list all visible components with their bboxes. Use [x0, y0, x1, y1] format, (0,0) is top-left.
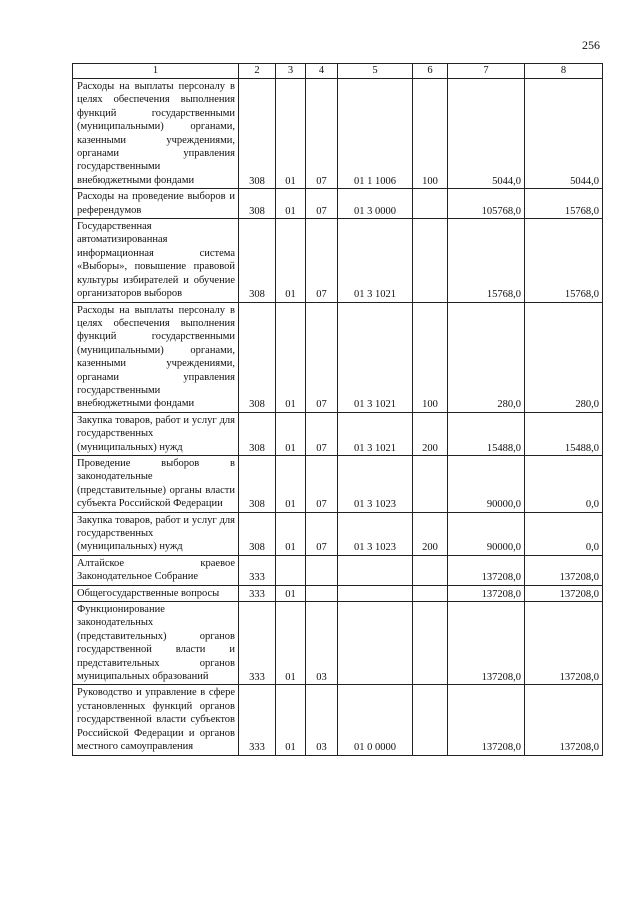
target-article-cell: 01 3 1021	[338, 219, 413, 302]
column-header: 7	[448, 64, 525, 79]
amount-col8-cell: 15488,0	[525, 412, 603, 455]
table-row	[73, 219, 603, 302]
amount-col8-cell: 0,0	[525, 512, 603, 555]
expense-type-cell: 100	[413, 79, 448, 189]
section-code-cell: 01	[276, 79, 306, 189]
ministry-code-cell: 333	[239, 602, 276, 685]
subsection-code-cell: 07	[306, 189, 338, 219]
ministry-code-cell: 308	[239, 302, 276, 412]
expense-name-cell: Общегосударственные вопросы	[73, 585, 239, 601]
amount-col7-cell: 137208,0	[448, 585, 525, 601]
amount-col8-cell: 5044,0	[525, 79, 603, 189]
table-row	[73, 79, 603, 189]
section-code-cell: 01	[276, 302, 306, 412]
expense-name-cell: Алтайское краевое Законодательное Собрание	[73, 555, 239, 585]
target-article-cell: 01 3 0000	[338, 189, 413, 219]
expense-name-cell: Государственная автоматизированная информационная система «Выборы», повышение правовой культуры избирателей и обучение организаторов выборов	[73, 219, 239, 302]
ministry-code-cell: 308	[239, 219, 276, 302]
column-header: 6	[413, 64, 448, 79]
table-row	[73, 189, 603, 219]
ministry-code-cell: 308	[239, 412, 276, 455]
amount-col8-cell: 15768,0	[525, 189, 603, 219]
expense-type-cell	[413, 685, 448, 755]
column-header: 8	[525, 64, 603, 79]
table-row	[73, 585, 603, 601]
table-row	[73, 455, 603, 512]
amount-col8-cell: 280,0	[525, 302, 603, 412]
table-row	[73, 512, 603, 555]
expense-type-cell: 200	[413, 412, 448, 455]
target-article-cell: 01 3 1021	[338, 302, 413, 412]
amount-col8-cell: 15768,0	[525, 219, 603, 302]
amount-col8-cell: 137208,0	[525, 555, 603, 585]
section-code-cell	[276, 555, 306, 585]
amount-col7-cell: 5044,0	[448, 79, 525, 189]
ministry-code-cell: 333	[239, 555, 276, 585]
section-code-cell: 01	[276, 512, 306, 555]
subsection-code-cell: 07	[306, 219, 338, 302]
expense-type-cell	[413, 602, 448, 685]
page-number: 256	[582, 38, 600, 52]
amount-col7-cell: 90000,0	[448, 512, 525, 555]
budget-table	[72, 63, 603, 756]
expense-name-cell: Расходы на проведение выборов и референдумов	[73, 189, 239, 219]
ministry-code-cell: 308	[239, 512, 276, 555]
expense-type-cell	[413, 219, 448, 302]
expense-type-cell	[413, 455, 448, 512]
target-article-cell	[338, 585, 413, 601]
table-row	[73, 685, 603, 755]
expense-name-cell: Расходы на выплаты персоналу в целях обеспечения выполнения функций государственными (муниципальными) органами, казенными учреждениями, органами управления государственными внебюджетными фондами	[73, 79, 239, 189]
table-header-row	[73, 64, 603, 79]
section-code-cell: 01	[276, 189, 306, 219]
amount-col8-cell: 0,0	[525, 455, 603, 512]
ministry-code-cell: 308	[239, 455, 276, 512]
table-row	[73, 302, 603, 412]
subsection-code-cell: 07	[306, 412, 338, 455]
expense-type-cell	[413, 585, 448, 601]
subsection-code-cell	[306, 555, 338, 585]
target-article-cell: 01 0 0000	[338, 685, 413, 755]
section-code-cell: 01	[276, 219, 306, 302]
amount-col7-cell: 105768,0	[448, 189, 525, 219]
amount-col8-cell: 137208,0	[525, 685, 603, 755]
expense-type-cell	[413, 189, 448, 219]
amount-col7-cell: 137208,0	[448, 555, 525, 585]
subsection-code-cell: 07	[306, 79, 338, 189]
amount-col8-cell: 137208,0	[525, 585, 603, 601]
amount-col7-cell: 137208,0	[448, 685, 525, 755]
column-header: 1	[73, 64, 239, 79]
amount-col7-cell: 15488,0	[448, 412, 525, 455]
ministry-code-cell: 308	[239, 79, 276, 189]
section-code-cell: 01	[276, 585, 306, 601]
subsection-code-cell: 07	[306, 512, 338, 555]
target-article-cell	[338, 602, 413, 685]
expense-name-cell: Закупка товаров, работ и услуг для государственных (муниципальных) нужд	[73, 512, 239, 555]
amount-col8-cell: 137208,0	[525, 602, 603, 685]
table-row	[73, 602, 603, 685]
subsection-code-cell: 07	[306, 455, 338, 512]
target-article-cell: 01 3 1021	[338, 412, 413, 455]
amount-col7-cell: 137208,0	[448, 602, 525, 685]
expense-name-cell: Руководство и управление в сфере установленных функций органов государственной власти субъектов Российской Федерации и органов местного самоуправления	[73, 685, 239, 755]
target-article-cell: 01 3 1023	[338, 512, 413, 555]
amount-col7-cell: 280,0	[448, 302, 525, 412]
amount-col7-cell: 90000,0	[448, 455, 525, 512]
expense-type-cell: 100	[413, 302, 448, 412]
expense-name-cell: Расходы на выплаты персоналу в целях обеспечения выполнения функций государственными (муниципальными) органами, казенными учреждениями, органами управления государственными внебюджетными фондами	[73, 302, 239, 412]
subsection-code-cell: 03	[306, 685, 338, 755]
amount-col7-cell: 15768,0	[448, 219, 525, 302]
target-article-cell: 01 1 1006	[338, 79, 413, 189]
section-code-cell: 01	[276, 412, 306, 455]
section-code-cell: 01	[276, 685, 306, 755]
expense-name-cell: Функционирование законодательных (представительных) органов государственной власти и представительных органов муниципальных образований	[73, 602, 239, 685]
ministry-code-cell: 308	[239, 189, 276, 219]
target-article-cell: 01 3 1023	[338, 455, 413, 512]
section-code-cell: 01	[276, 455, 306, 512]
target-article-cell	[338, 555, 413, 585]
ministry-code-cell: 333	[239, 685, 276, 755]
ministry-code-cell: 333	[239, 585, 276, 601]
section-code-cell: 01	[276, 602, 306, 685]
subsection-code-cell: 07	[306, 302, 338, 412]
column-header: 3	[276, 64, 306, 79]
expense-name-cell: Закупка товаров, работ и услуг для государственных (муниципальных) нужд	[73, 412, 239, 455]
subsection-code-cell: 03	[306, 602, 338, 685]
table-row	[73, 412, 603, 455]
expense-type-cell: 200	[413, 512, 448, 555]
subsection-code-cell	[306, 585, 338, 601]
table-row	[73, 555, 603, 585]
expense-type-cell	[413, 555, 448, 585]
column-header: 5	[338, 64, 413, 79]
column-header: 4	[306, 64, 338, 79]
column-header: 2	[239, 64, 276, 79]
expense-name-cell: Проведение выборов в законодательные (представительные) органы власти субъекта Российской Федерации	[73, 455, 239, 512]
